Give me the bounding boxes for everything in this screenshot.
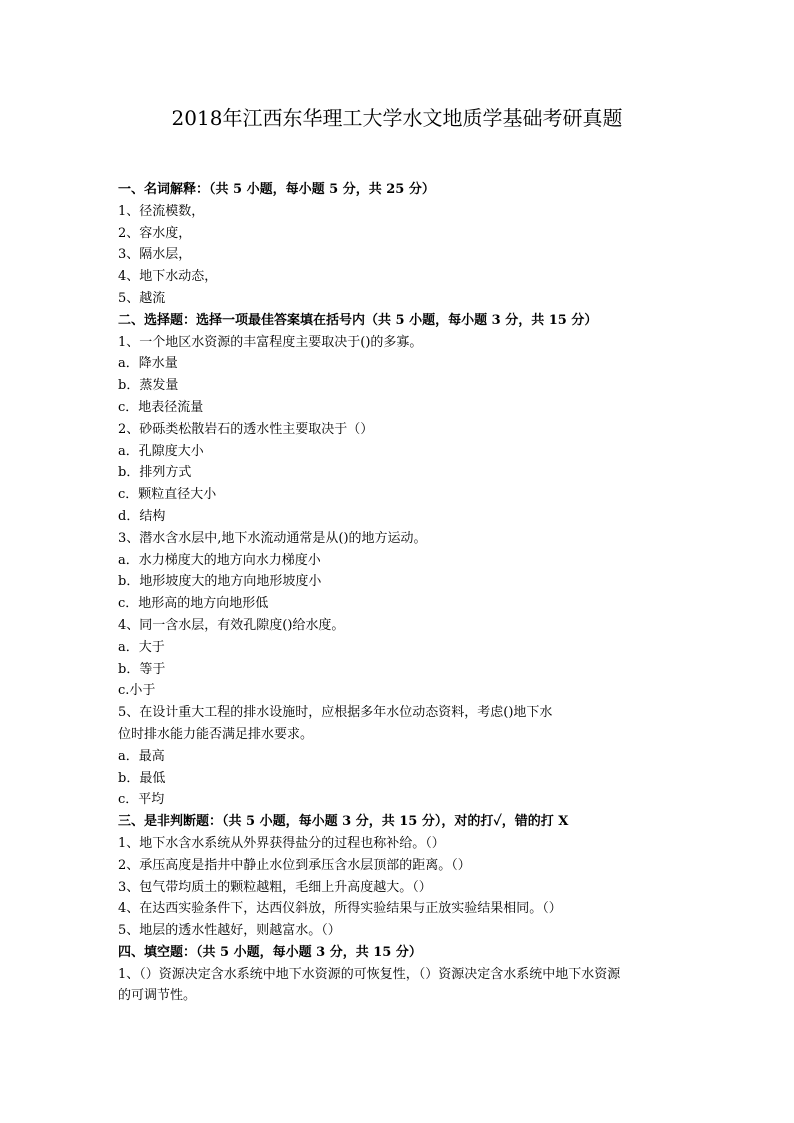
question-line: 3、隔水层， bbox=[118, 247, 192, 263]
question-line: c.小于 bbox=[118, 683, 156, 699]
question-line: 1、径流模数， bbox=[118, 203, 205, 219]
question-line: c．地形高的地方向地形低 bbox=[118, 596, 269, 612]
document-body bbox=[118, 179, 718, 1007]
question-line: 2、承压高度是指井中静止水位到承压含水层顶部的距离。（） bbox=[118, 857, 471, 873]
question-line: 1、（）资源决定含水系统中地下水资源的可恢复性，（）资源决定含水系统中地下水资源 bbox=[118, 966, 621, 982]
question-line: c．平均 bbox=[118, 792, 165, 808]
question-line: 5、越流 bbox=[118, 290, 166, 306]
question-line: 5、在设计重大工程的排水设施时，应根据多年水位动态资料，考虑()地下水 bbox=[118, 705, 553, 721]
question-line: 2、砂砾类松散岩石的透水性主要取决于（） bbox=[118, 421, 374, 437]
question-line: 位时排水能力能否满足排水要求。 bbox=[118, 726, 314, 742]
question-line: a．降水量 bbox=[118, 356, 178, 372]
question-line: b．蒸发量 bbox=[118, 378, 179, 394]
question-line: a．大于 bbox=[118, 639, 165, 655]
question-line: 2、容水度， bbox=[118, 225, 192, 241]
section-heading: 一、名词解释：（共 5 小题，每小题 5 分，共 25 分） bbox=[118, 182, 435, 197]
document-title: 2018年江西东华理工大学水文地质学基础考研真题 bbox=[171, 106, 623, 130]
question-line: b．最低 bbox=[118, 770, 166, 786]
question-line: 1、一个地区水资源的丰富程度主要取决于()的多寡。 bbox=[118, 334, 423, 350]
section-heading: 三、是非判断题：（共 5 小题，每小题 3 分，共 15 分），对的打✓，错的打 X bbox=[118, 814, 569, 830]
question-line: 1、地下水含水系统从外界获得盐分的过程也称补给。（） bbox=[118, 835, 445, 851]
question-line: 5、地层的透水性越好，则越富水。（） bbox=[118, 923, 341, 939]
section-heading: 二、选择题：选择一项最佳答案填在括号内（共 5 小题，每小题 3 分，共 15 分） bbox=[118, 312, 598, 328]
question-line: 4、同一含水层，有效孔隙度()给水度。 bbox=[118, 617, 345, 633]
question-line: c．地表径流量 bbox=[118, 399, 204, 415]
question-line: b．地形坡度大的地方向地形坡度小 bbox=[118, 574, 322, 590]
question-line: d．结构 bbox=[118, 508, 166, 524]
section-heading: 四、填空题：（共 5 小题，每小题 3 分，共 15 分） bbox=[118, 944, 422, 960]
question-line: b．排列方式 bbox=[118, 465, 192, 481]
question-line: 的可调节性。 bbox=[118, 988, 197, 1004]
question-line: 4、在达西实验条件下，达西仪斜放，所得实验结果与正放实验结果相同。（） bbox=[118, 901, 562, 917]
question-line: c．颗粒直径大小 bbox=[118, 487, 217, 503]
question-line: a．最高 bbox=[118, 748, 165, 764]
question-line: 4、地下水动态， bbox=[118, 269, 218, 285]
question-line: 3、包气带均质土的颗粒越粗，毛细上升高度越大。（） bbox=[118, 879, 432, 895]
question-line: b．等于 bbox=[118, 661, 166, 677]
question-line: a．水力梯度大的地方向水力梯度小 bbox=[118, 552, 321, 568]
question-line: a．孔隙度大小 bbox=[118, 443, 204, 459]
question-line: 3、潜水含水层中,地下水流动通常是从()的地方运动。 bbox=[118, 530, 427, 546]
